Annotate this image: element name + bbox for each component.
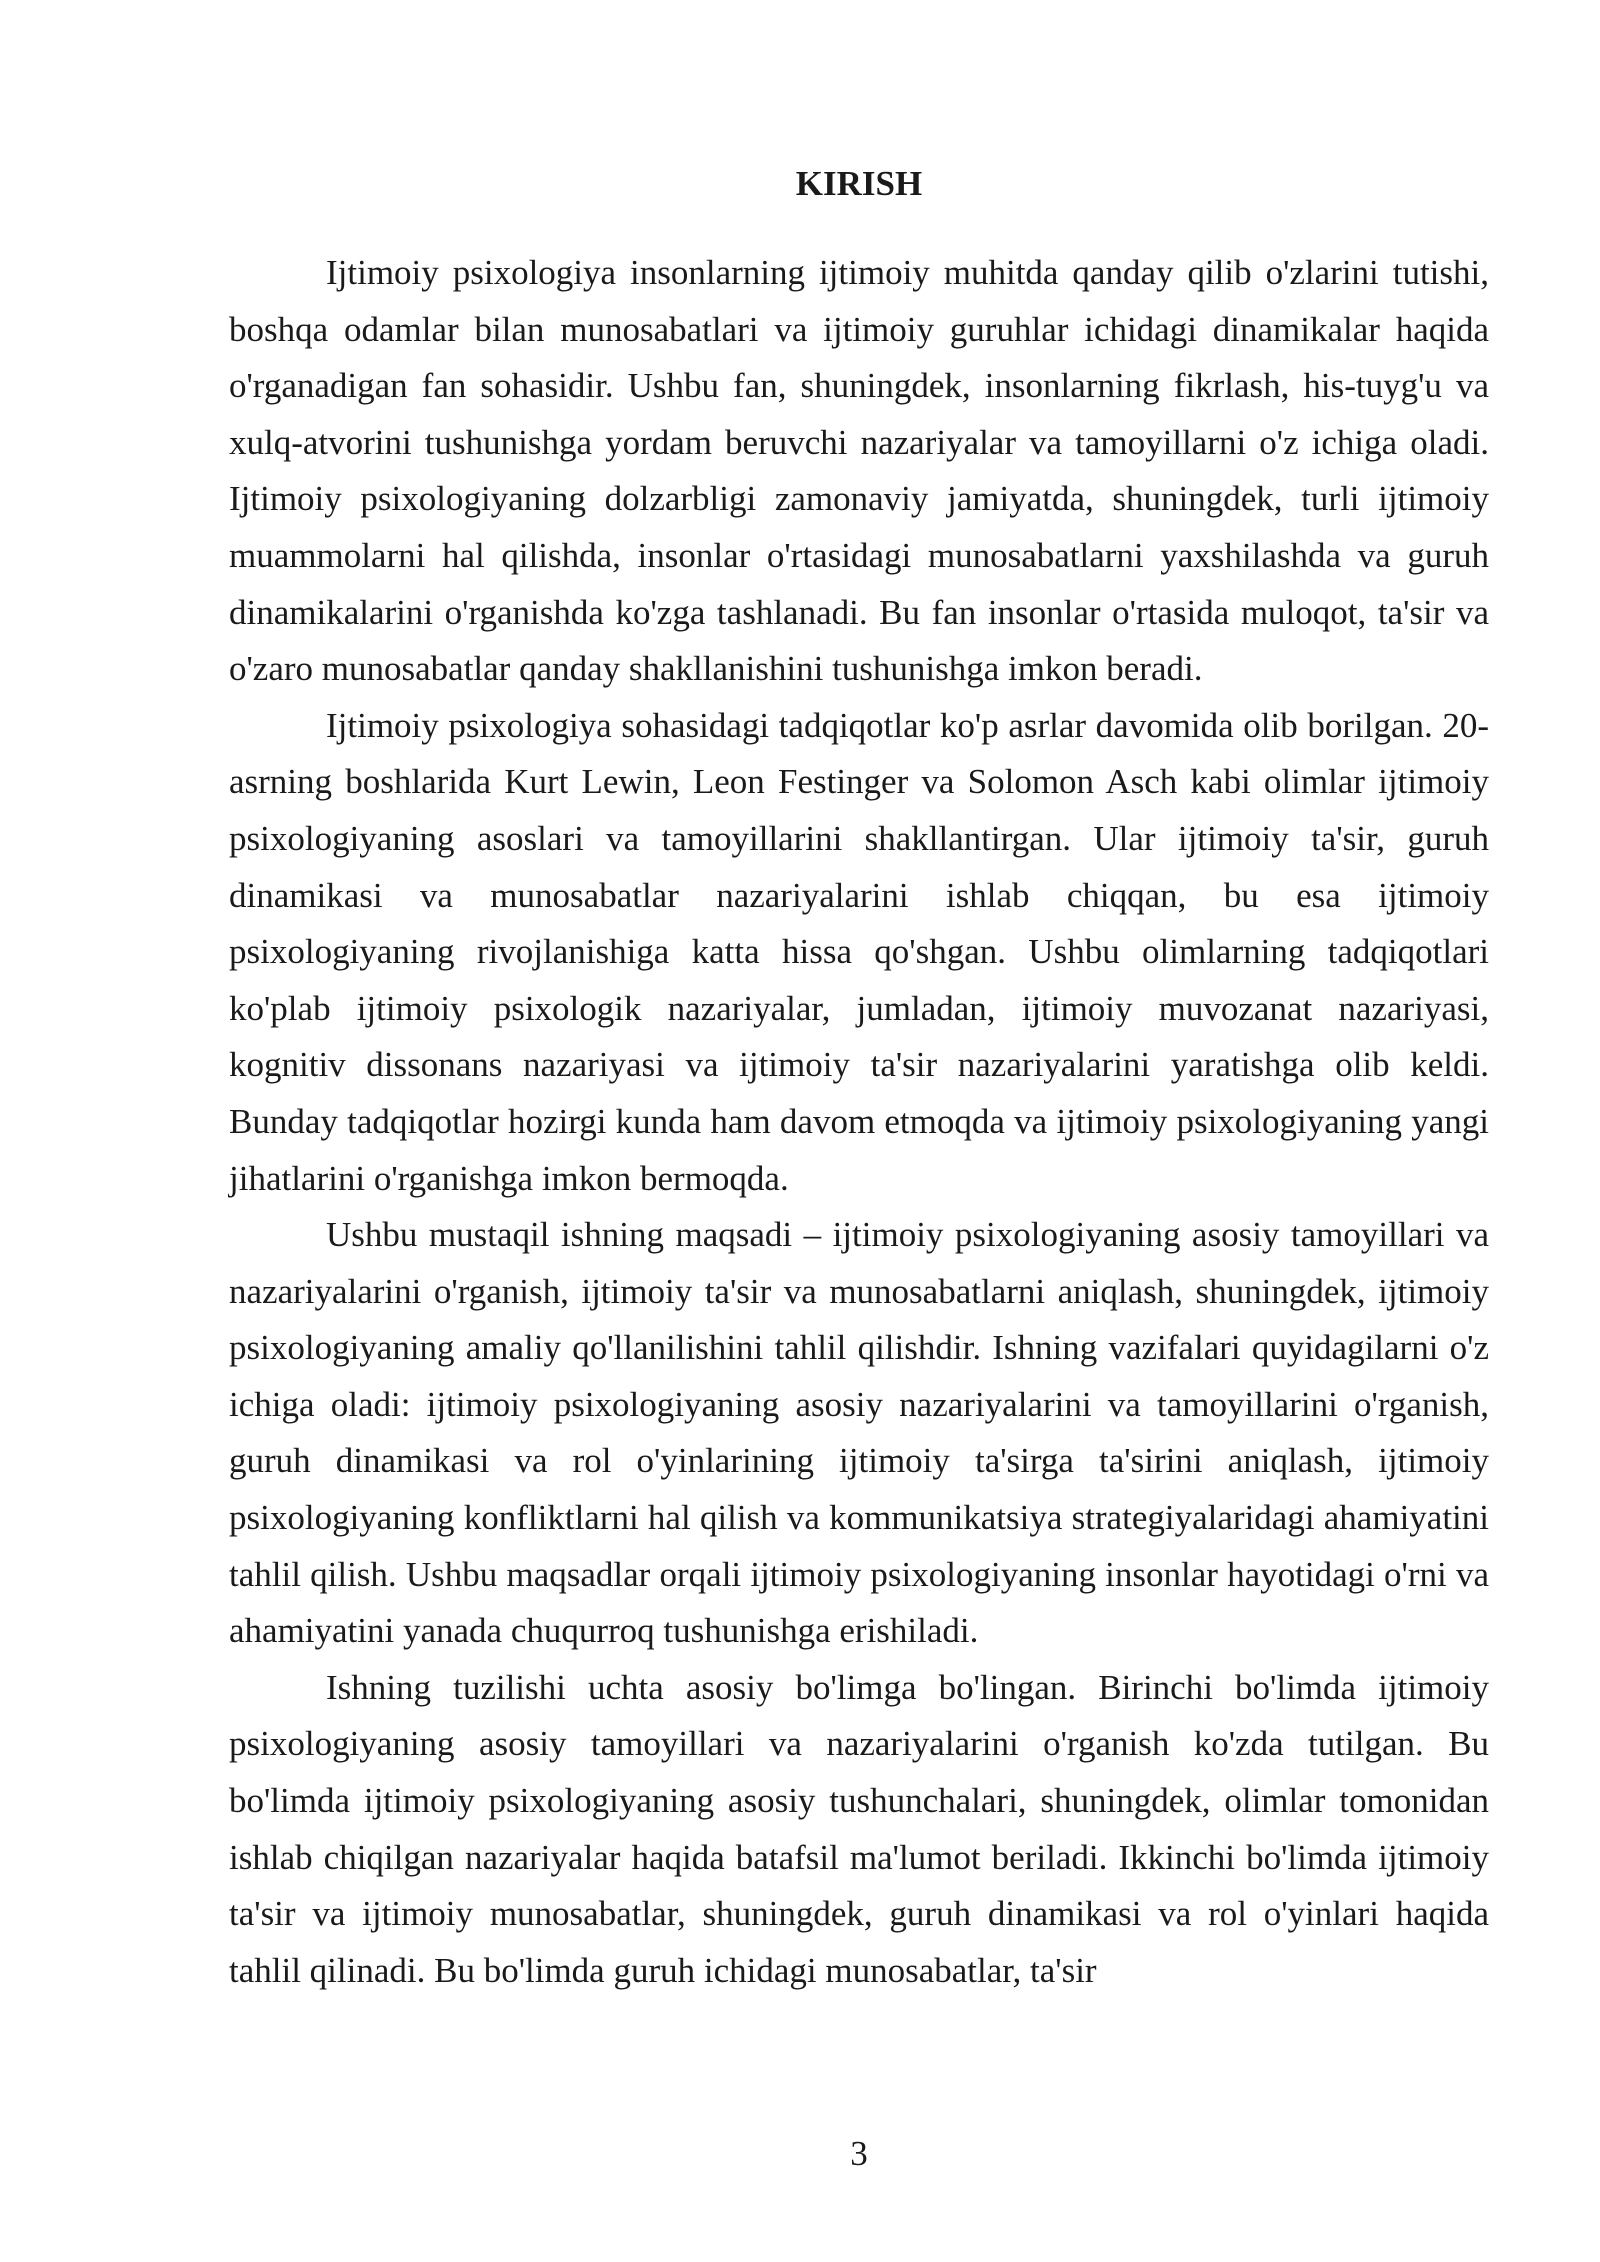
paragraph-introduction: Ijtimoiy psixologiya insonlarning ijtimoiy muhitda qanday qilib o'zlarini tutishi, boshqa odamlar bilan munosabatlari va ijtimoiy guruhlar ichidagi dinamikalar haqida o'rganadigan fan sohasidir. Ushbu fan, shuningdek, insonlarning fikrlash, his-tuyg'u va xulq-atvorini tushunishga yordam beruvchi nazariyalar va tamoyillarni o'z ichiga oladi. Ijtimoiy psixologiyaning dolzarbligi zamonaviy jamiyatda, shuningdek, turli ijtimoiy muammolarni hal qilishda, insonlar o'rtasidagi munosabatlarni yaxshilashda va guruh dinamikalarini o'rganishda ko'zga tashlanadi. Bu fan insonlar o'rtasida muloqot, ta'sir va o'zaro munosabatlar qanday shakllanishini tushunishga imkon beradi. (229, 253, 1489, 689)
page-title: KIRISH (795, 164, 923, 203)
page-number: 3 (850, 2134, 868, 2173)
paragraph-history: Ijtimoiy psixologiya sohasidagi tadqiqotlar ko'p asrlar davomida olib borilgan. 20-asrning boshlarida Kurt Lewin, Leon Festinger va Solomon Asch kabi olimlar ijtimoiy psixologiyaning asoslari va tamoyillarini shakllantirgan. Ular ijtimoiy ta'sir, guruh dinamikasi va munosabatlar nazariyalarini ishlab chiqqan, bu esa ijtimoiy psixologiyaning rivojlanishiga katta hissa qo'shgan. Ushbu olimlarning tadqiqotlari ko'plab ijtimoiy psixologik nazariyalar, jumladan, ijtimoiy muvozanat nazariyasi, kognitiv dissonans nazariyasi va ijtimoiy ta'sir nazariyalarini yaratishga olib keldi. Bunday tadqiqotlar hozirgi kunda ham davom etmoqda va ijtimoiy psixologiyaning yangi jihatlarini o'rganishga imkon bermoqda. (229, 705, 1489, 1198)
body-text (229, 245, 1489, 1999)
paragraph-goals: Ushbu mustaqil ishning maqsadi – ijtimoiy psixologiyaning asosiy tamoyillari va nazariyalarini o'rganish, ijtimoiy ta'sir va munosabatlarni aniqlash, shuningdek, ijtimoiy psixologiyaning amaliy qo'llanilishini tahlil qilishdir. Ishning vazifalari quyidagilarni o'z ichiga oladi: ijtimoiy psixologiyaning asosiy nazariyalarini va tamoyillarini o'rganish, guruh dinamikasi va rol o'yinlarining ijtimoiy ta'sirga ta'sirini aniqlash, ijtimoiy psixologiyaning konfliktlarni hal qilish va kommunikatsiya strategiyalaridagi ahamiyatini tahlil qilish. Ushbu maqsadlar orqali ijtimoiy psixologiyaning insonlar hayotidagi o'rni va ahamiyatini yanada chuqurroq tushunishga erishiladi. (229, 1215, 1489, 1651)
paragraph-structure: Ishning tuzilishi uchta asosiy bo'limga bo'lingan. Birinchi bo'limda ijtimoiy psixologiyaning asosiy tamoyillari va nazariyalarini o'rganish ko'zda tutilgan. Bu bo'limda ijtimoiy psixologiyaning asosiy tushunchalari, shuningdek, olimlar tomonidan ishlab chiqilgan nazariyalar haqida batafsil ma'lumot beriladi. Ikkinchi bo'limda ijtimoiy ta'sir va ijtimoiy munosabatlar, shuningdek, guruh dinamikasi va rol o'yinlari haqida tahlil qilinadi. Bu bo'limda guruh ichidagi munosabatlar, ta'sir (229, 1667, 1489, 1990)
